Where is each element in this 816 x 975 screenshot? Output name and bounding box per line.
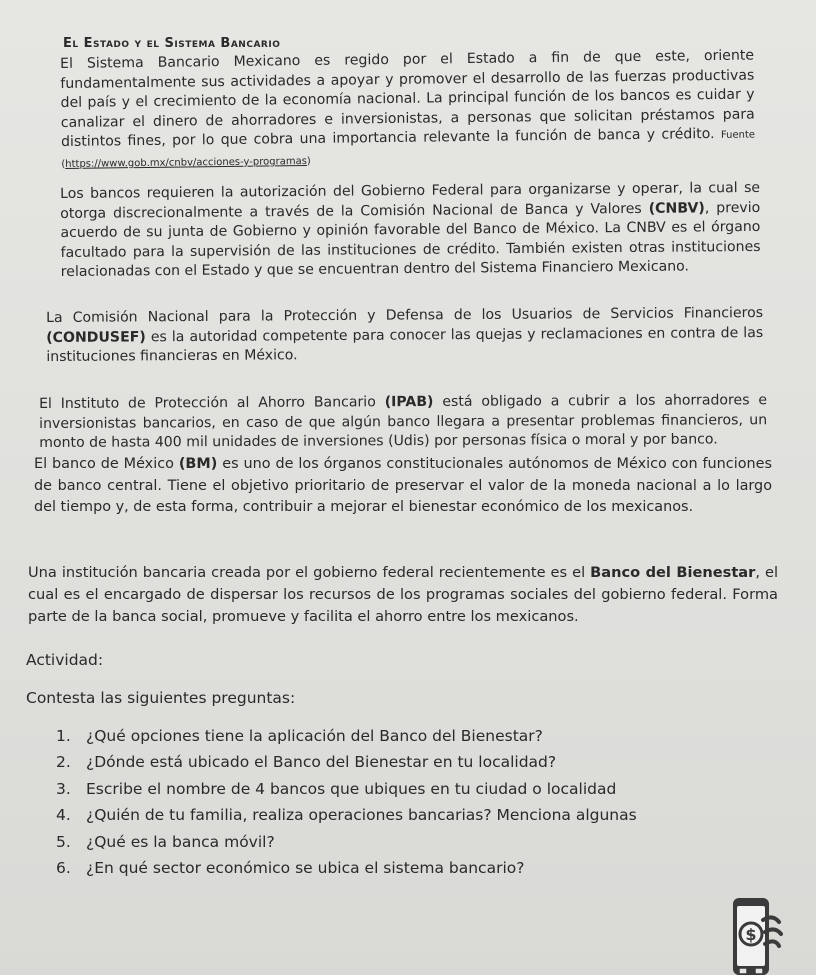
paragraph-text: El Sistema Bancario Mexicano es regido por el Estado a fin de que este, oriente fundamentalmente sus actividades a apoyar y promover el desarrollo de las fuerzas productivas del país y el crecimiento de la economía nacional. La principal función de los bancos es cuidar y canalizar el dinero de ahorradores e inversionistas, a personas que solicitan préstamos para distintos fines, por lo que cobra una importancia relevante la función de banca y crédito. bbox=[60, 47, 755, 151]
paragraph-cnbv bbox=[60, 179, 761, 283]
source-label: Fuente ( bbox=[61, 129, 756, 170]
paragraph-banco-del-bienestar bbox=[28, 562, 778, 628]
question-item bbox=[56, 779, 637, 805]
paragraph-text: , previo acuerdo de su junta de Gobierno y opinión favorable del Banco de México. La CNBV es el órgano facultado para la supervisión de las instituciones de crédito. También existen otras instituciones relacionadas con el Estado y que se encuentran dentro del Sistema Financiero Mexicano. bbox=[60, 199, 761, 281]
paragraph-ipab bbox=[39, 391, 767, 454]
question-item bbox=[56, 726, 637, 752]
source-close: ) bbox=[306, 155, 311, 167]
paragraph-text: , el cual es el encargado de dispersar los recursos de los programas sociales del gobierno federal. Forma parte de la banca social, promueve y facilita el ahorro entre los mexicanos. bbox=[28, 564, 779, 625]
paragraph-sistema-bancario bbox=[60, 47, 755, 175]
question-text: ¿Quién de tu familia, realiza operaciones bancarias? Menciona algunas bbox=[86, 806, 637, 825]
question-number: 6. bbox=[56, 858, 71, 877]
question-text: ¿En qué sector económico se ubica el sistema bancario? bbox=[86, 858, 525, 877]
question-text: ¿Qué opciones tiene la aplicación del Banco del Bienestar? bbox=[86, 727, 543, 745]
question-number: 4. bbox=[56, 806, 71, 825]
instructions: Contesta las siguientes preguntas: bbox=[26, 689, 296, 707]
acronym-cnbv: (CNBV) bbox=[648, 199, 705, 217]
paragraph-condusef bbox=[46, 304, 763, 368]
question-text: ¿Qué es la banca móvil? bbox=[86, 832, 275, 851]
source-link[interactable]: https://www.gob.mx/cnbv/acciones-y-programas bbox=[65, 155, 307, 170]
dollar-sign: $ bbox=[745, 925, 757, 944]
acronym-bm: (BM) bbox=[178, 456, 218, 472]
paragraph-text: El Instituto de Protección al Ahorro Bancario bbox=[39, 394, 385, 412]
paragraph-text: La Comisión Nacional para la Protección y Defensa de los Usuarios de Servicios Financieros bbox=[46, 304, 764, 326]
paragraph-text: Una institución bancaria creada por el gobierno federal recientemente es el bbox=[28, 564, 591, 581]
bank-name-bienestar: Banco del Bienestar bbox=[590, 564, 756, 581]
paragraph-text: Los bancos requieren la autorización del Gobierno Federal para organizarse y operar, la cual se otorga discrecionalmente a través de la Comisión Nacional de Banca y Valores bbox=[60, 179, 761, 222]
question-number: 3. bbox=[56, 779, 71, 798]
question-number: 5. bbox=[56, 832, 71, 851]
question-text: Escribe el nombre de 4 bancos que ubiques en tu ciudad o localidad bbox=[86, 779, 617, 798]
question-item bbox=[56, 832, 637, 858]
question-item bbox=[56, 752, 637, 778]
question-item bbox=[56, 858, 637, 884]
question-number: 1. bbox=[56, 727, 71, 745]
mobile-banking-dollar-icon bbox=[725, 896, 785, 975]
paragraph-text: es la autoridad competente para conocer las quejas y reclamaciones en contra de las instituciones financieras en México. bbox=[46, 324, 764, 366]
question-text: ¿Dónde está ubicado el Banco del Bienestar en tu localidad? bbox=[86, 753, 557, 772]
document-title: El Estado y el Sistema Bancario bbox=[63, 36, 281, 51]
question-number: 2. bbox=[56, 753, 71, 772]
paragraph-text: está obligado a cubrir a los ahorradores e inversionistas bancarios, en caso de que algún banco llegara a presentar problemas financieros, un monto de hasta 400 mil unidades de inversiones (Udis) por personas física o moral y por banco. bbox=[39, 392, 768, 452]
acronym-condusef: (CONDUSEF) bbox=[46, 328, 146, 346]
acronym-ipab: (IPAB) bbox=[384, 393, 434, 411]
activity-label: Actividad: bbox=[26, 651, 104, 669]
paragraph-text: es uno de los órganos constitucionales autónomos de México con funciones de banco central. Tiene el objetivo prioritario de preservar el valor de la moneda nacional a lo largo del tiempo y, de esta forma, contribuir a mejorar el bienestar económico de los mexicanos. bbox=[34, 456, 772, 515]
question-item bbox=[56, 805, 637, 831]
paragraph-text: El banco de México bbox=[34, 456, 179, 472]
paragraph-banco-de-mexico bbox=[34, 454, 772, 519]
question-list bbox=[56, 726, 637, 884]
